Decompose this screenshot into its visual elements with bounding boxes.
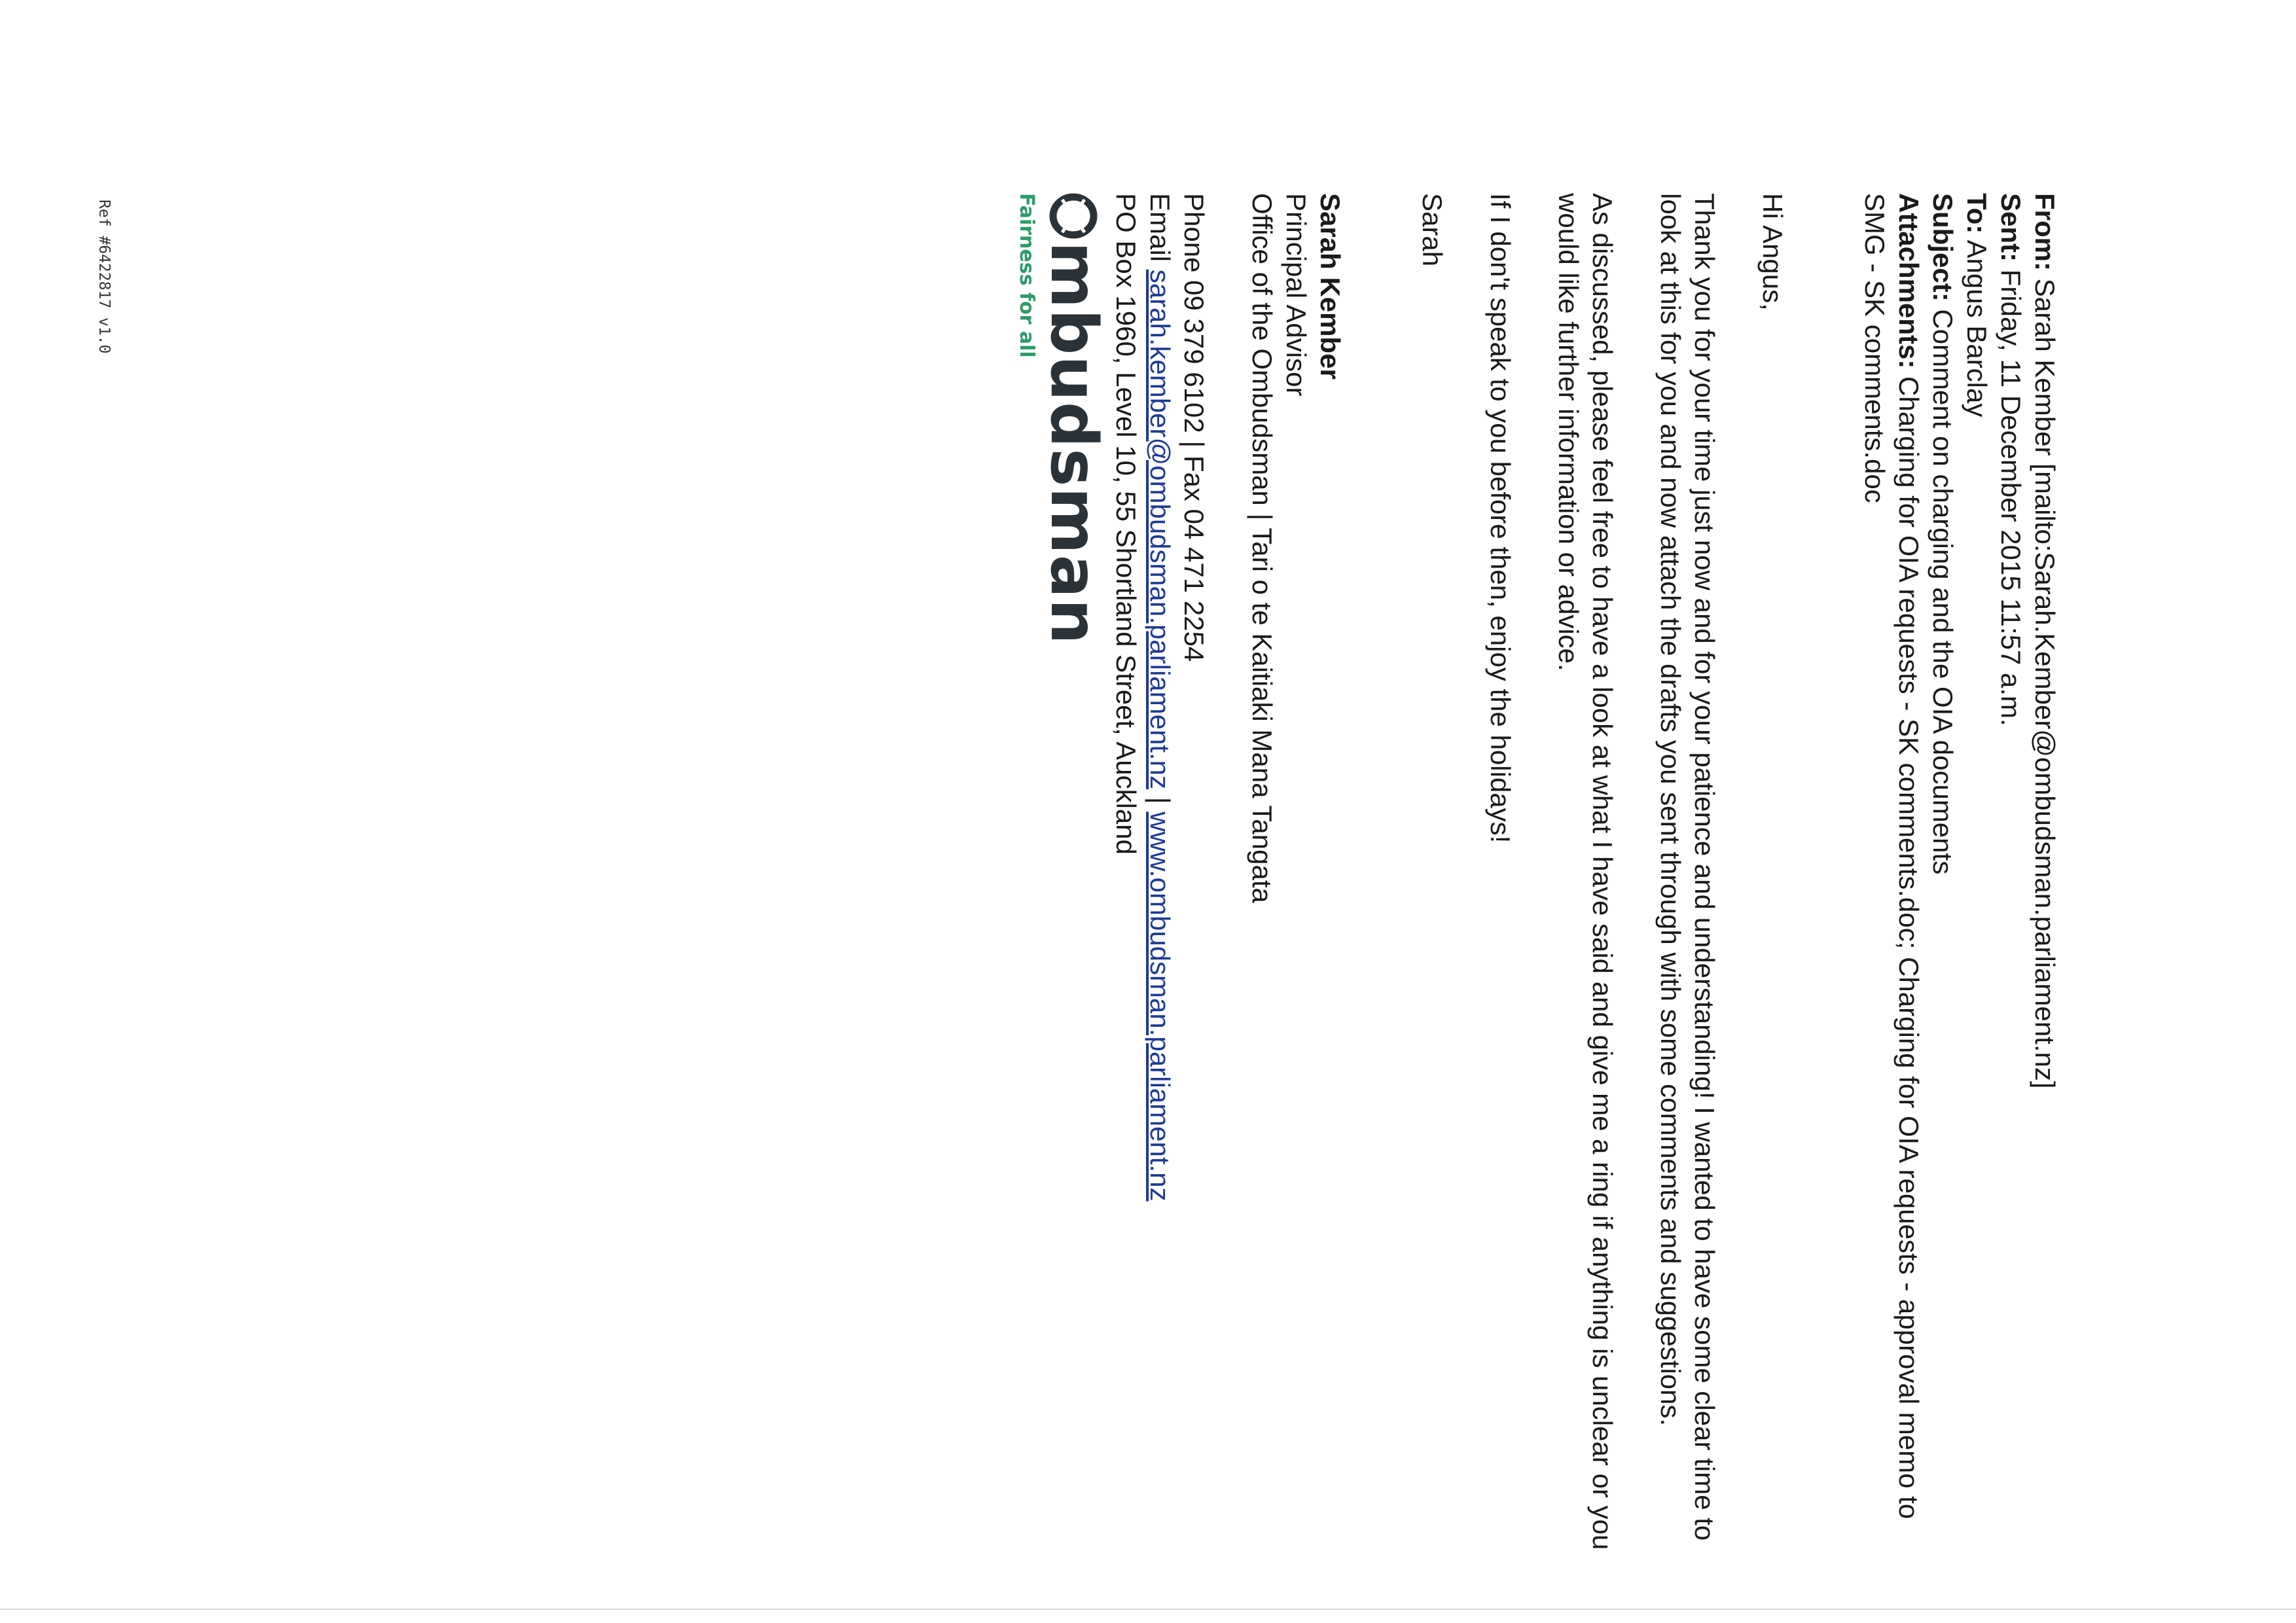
logo-wordmark-text: mbudsman <box>1036 241 1111 645</box>
attachments-label: Attachments: <box>1893 193 1924 369</box>
to-label: To: <box>1962 193 1992 234</box>
logo-wordmark <box>1036 193 1111 1567</box>
to-line <box>1960 193 1994 1567</box>
link-separator: | <box>1145 789 1175 812</box>
logo-o-icon <box>1049 193 1098 239</box>
ombudsman-logo <box>1014 193 1111 1567</box>
email-printout <box>884 193 2062 1567</box>
website-link[interactable]: www.ombudsman.parliament.nz <box>1145 812 1175 1202</box>
document-reference: Ref #6422817 v1.0 <box>96 200 113 354</box>
subject-value: Comment on charging and the OIA documents <box>1928 309 1958 875</box>
paragraph-thanks: Thank you for your time just now and for your patience and understanding! I wanted to have some clear time to look at this for you and now attach the drafts you sent through with some comments and suggestions. <box>1655 193 1720 1541</box>
from-line <box>2028 193 2062 1567</box>
sent-line <box>1994 193 2028 1567</box>
attachments-line <box>1857 193 1926 1567</box>
sent-label: Sent: <box>1996 193 2026 262</box>
from-value: Sarah Kember [mailto:Sarah.Kember@ombudsman.parliament.nz] <box>2030 278 2060 1089</box>
email-header <box>1857 193 2062 1567</box>
signature-name: Sarah Kember <box>1315 193 1346 380</box>
subject-label: Subject: <box>1928 193 1958 302</box>
logo-tagline: Fairness for all <box>1015 193 1038 358</box>
scan-edge-divider <box>0 1609 2296 1610</box>
from-label: From: <box>2030 193 2060 271</box>
signature-address: PO Box 1960, Level 10, 55 Shortland Street, Auckland <box>1111 193 1141 855</box>
to-value: Angus Barclay <box>1962 240 1992 418</box>
email-prefix: Email <box>1145 193 1175 270</box>
signature-email-line <box>1143 193 1177 1567</box>
sign-off: Sarah <box>1417 193 1448 267</box>
signature-office: Office of the Ombudsman | Tari o te Kaitiaki Mana Tangata <box>1247 193 1278 903</box>
greeting: Hi Angus, <box>1757 193 1788 311</box>
attachments-value: Charging for OIA requests - SK comments.doc; Charging for OIA requests - approval memo to SMG - SK comments.doc <box>1859 193 1924 1520</box>
signature-phone-fax: Phone 09 379 6102 | Fax 04 471 2254 <box>1179 193 1210 662</box>
paragraph-holidays: If I don't speak to you before then, enjoy the holidays! <box>1485 193 1516 844</box>
email-signature <box>1014 193 1347 1567</box>
sent-value: Friday, 11 December 2015 11:57 a.m. <box>1996 269 2026 726</box>
email-link[interactable]: sarah.kember@ombudsman.parliament.nz <box>1145 269 1175 790</box>
subject-line <box>1926 193 1960 1567</box>
email-body <box>1415 193 1789 1567</box>
paragraph-discussed: As discussed, please feel free to have a look at what I have said and give me a ring if anything is unclear or you would like further information or advice. <box>1553 193 1618 1550</box>
signature-title: Principal Advisor <box>1281 193 1312 397</box>
